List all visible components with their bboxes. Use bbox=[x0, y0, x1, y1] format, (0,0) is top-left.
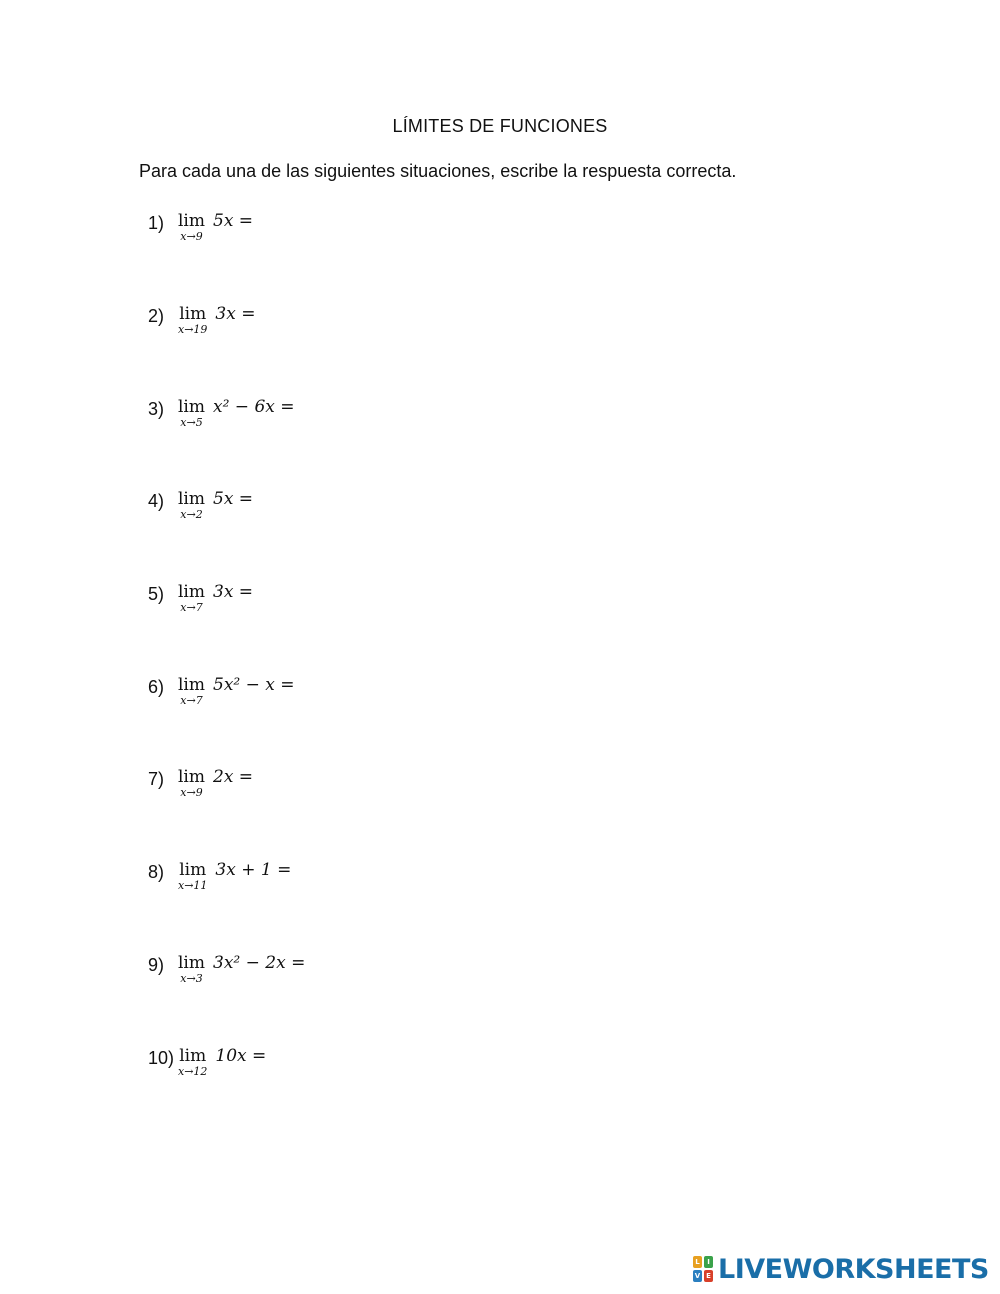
logo-mark-tile: V bbox=[694, 1272, 701, 1280]
limit-subscript: x→12 bbox=[178, 1065, 208, 1078]
logo-mark-tile: I bbox=[704, 1256, 713, 1268]
limit-expression: 5x = bbox=[213, 211, 254, 231]
limit-operator bbox=[178, 947, 205, 985]
problem-item bbox=[148, 576, 253, 616]
instructions-text: Para cada una de las siguientes situaciones, escribe la respuesta correcta. bbox=[139, 161, 737, 181]
problem-item bbox=[148, 854, 291, 894]
lim-label: lim bbox=[179, 860, 207, 880]
limit-expression: 3x + 1 = bbox=[215, 860, 292, 880]
limit-expression: x² − 6x = bbox=[213, 397, 295, 417]
logo-text: LIVEWORKSHEETS bbox=[718, 1253, 989, 1285]
lim-label: lim bbox=[178, 489, 205, 509]
lim-label: lim bbox=[178, 953, 205, 973]
lim-label: lim bbox=[178, 397, 205, 417]
limit-operator bbox=[178, 298, 207, 336]
problem-number: 3) bbox=[148, 399, 165, 419]
problem-number: 7) bbox=[148, 769, 165, 789]
logo-mark-tile: E bbox=[704, 1270, 713, 1282]
limit-subscript: x→7 bbox=[180, 694, 203, 707]
problem-number: 10) bbox=[148, 1048, 175, 1068]
limit-operator bbox=[178, 854, 207, 892]
problem-item bbox=[148, 1040, 266, 1080]
lim-label: lim bbox=[178, 675, 205, 695]
liveworksheets-logo-icon bbox=[693, 1255, 715, 1283]
limit-subscript: x→9 bbox=[180, 230, 203, 243]
limit-subscript: x→5 bbox=[180, 416, 203, 429]
lim-label: lim bbox=[179, 1046, 207, 1066]
problem-item bbox=[148, 947, 305, 987]
problem-number: 4) bbox=[148, 491, 165, 511]
limit-operator bbox=[178, 205, 205, 243]
limit-subscript: x→9 bbox=[180, 786, 203, 799]
limit-operator bbox=[178, 1040, 207, 1078]
limit-expression: 3x = bbox=[215, 304, 256, 324]
limit-expression: 2x = bbox=[213, 767, 254, 787]
lim-label: lim bbox=[178, 582, 205, 602]
liveworksheets-logo bbox=[693, 1253, 989, 1285]
limit-operator bbox=[178, 761, 205, 799]
problem-number: 6) bbox=[148, 677, 165, 697]
limit-expression: 10x = bbox=[215, 1046, 267, 1066]
limit-operator bbox=[178, 483, 205, 521]
problem-item bbox=[148, 205, 253, 245]
problem-number: 9) bbox=[148, 955, 165, 975]
limit-expression: 3x² − 2x = bbox=[213, 953, 306, 973]
problem-item bbox=[148, 391, 295, 431]
lim-label: lim bbox=[178, 211, 205, 231]
limit-operator bbox=[178, 669, 205, 707]
problem-number: 2) bbox=[148, 306, 165, 326]
limit-subscript: x→7 bbox=[180, 601, 203, 614]
limit-subscript: x→11 bbox=[178, 879, 208, 892]
limit-operator bbox=[178, 576, 205, 614]
limit-subscript: x→19 bbox=[178, 323, 208, 336]
limit-operator bbox=[178, 391, 205, 429]
limit-expression: 3x = bbox=[213, 582, 254, 602]
logo-mark-tile: L bbox=[693, 1256, 702, 1268]
problem-item bbox=[148, 761, 253, 801]
lim-label: lim bbox=[179, 304, 207, 324]
lim-label: lim bbox=[178, 767, 205, 787]
problem-item bbox=[148, 669, 295, 709]
limit-subscript: x→3 bbox=[180, 972, 203, 985]
page-title: LÍMITES DE FUNCIONES bbox=[392, 116, 608, 136]
limit-expression: 5x² − x = bbox=[213, 675, 295, 695]
limit-expression: 5x = bbox=[213, 489, 254, 509]
problem-item bbox=[148, 483, 253, 523]
problem-number: 8) bbox=[148, 862, 165, 882]
problem-number: 1) bbox=[148, 213, 165, 233]
problem-item bbox=[148, 298, 255, 338]
limit-subscript: x→2 bbox=[180, 508, 203, 521]
problem-number: 5) bbox=[148, 584, 165, 604]
